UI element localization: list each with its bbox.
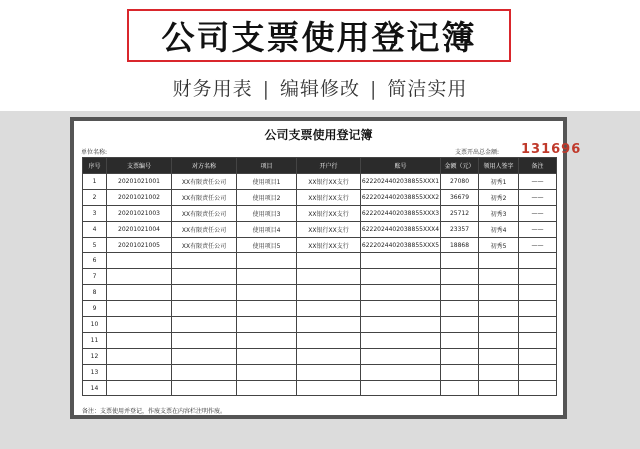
table-cell: XX银行XX支行 (297, 174, 361, 190)
table-row (83, 189, 557, 205)
table-cell (441, 301, 479, 317)
subtitle (0, 74, 640, 100)
table-cell: XX银行XX支行 (297, 205, 361, 221)
table-cell (479, 301, 519, 317)
table-cell (297, 301, 361, 317)
table-cell (441, 285, 479, 301)
table-cell: 使用项目5 (237, 237, 297, 253)
table-cell: 8 (83, 285, 107, 301)
table-cell (237, 317, 297, 333)
column-header: 备注 (519, 158, 557, 174)
table-cell: 20201021004 (107, 221, 172, 237)
table-cell: XX有限责任公司 (172, 237, 237, 253)
column-header: 对方名称 (172, 158, 237, 174)
table-row (83, 269, 557, 285)
table-cell (237, 253, 297, 269)
table-cell: —— (519, 174, 557, 190)
table-cell: 2 (83, 189, 107, 205)
table-row (83, 301, 557, 317)
table-cell (479, 269, 519, 285)
table-cell (172, 380, 237, 396)
table-row (83, 237, 557, 253)
table-cell (519, 348, 557, 364)
table-cell (361, 317, 441, 333)
table-cell: 6222024402038855XXX1 (361, 174, 441, 190)
table-cell (237, 332, 297, 348)
table-cell (237, 380, 297, 396)
table-cell (297, 253, 361, 269)
table-row (83, 332, 557, 348)
table-cell: 20201021005 (107, 237, 172, 253)
table-cell (361, 332, 441, 348)
table-row (83, 285, 557, 301)
table-cell (107, 380, 172, 396)
subtitle-item: 编辑修改 (279, 78, 360, 100)
column-header: 序号 (83, 158, 107, 174)
table-cell (441, 269, 479, 285)
table-cell (479, 332, 519, 348)
table-cell: 5 (83, 237, 107, 253)
table-cell (441, 380, 479, 396)
table-cell: 4 (83, 221, 107, 237)
table-cell (107, 269, 172, 285)
table-cell: 使用项目3 (237, 205, 297, 221)
table-cell (519, 380, 557, 396)
table-row (83, 317, 557, 333)
table-cell (361, 285, 441, 301)
table-cell (479, 348, 519, 364)
table-cell (172, 364, 237, 380)
table-cell (479, 380, 519, 396)
table-cell: 18868 (441, 237, 479, 253)
table-cell: 使用项目4 (237, 221, 297, 237)
table-row (83, 364, 557, 380)
table-cell: 初秀5 (479, 237, 519, 253)
table-cell (237, 269, 297, 285)
table-body (83, 174, 557, 396)
table-cell (297, 285, 361, 301)
table-cell (519, 269, 557, 285)
table-cell: 1 (83, 174, 107, 190)
table-cell (479, 317, 519, 333)
table-cell (237, 301, 297, 317)
table-cell (237, 348, 297, 364)
table-cell (172, 332, 237, 348)
table-cell: 3 (83, 205, 107, 221)
table-cell (441, 332, 479, 348)
table-cell: XX有限责任公司 (172, 205, 237, 221)
table-cell: 6222024402038855XXX3 (361, 205, 441, 221)
table-cell: 25712 (441, 205, 479, 221)
table-cell (107, 332, 172, 348)
table-cell: XX银行XX支行 (297, 221, 361, 237)
table-cell: 23357 (441, 221, 479, 237)
total-amount-value: 131696 (521, 142, 582, 157)
table-cell: 7 (83, 269, 107, 285)
table-cell: 6222024402038855XXX4 (361, 221, 441, 237)
table-cell: 20201021002 (107, 189, 172, 205)
table-cell: —— (519, 205, 557, 221)
table-cell (519, 332, 557, 348)
subtitle-item: 财务用表 (172, 78, 253, 100)
banner-title: 公司支票使用登记簿 (127, 9, 511, 62)
subtitle-item: 简洁实用 (387, 78, 468, 100)
table-cell: XX有限责任公司 (172, 174, 237, 190)
footnote: 备注：支票使用并登记，作废支票在内容栏注明作废。 (82, 408, 227, 415)
column-header: 支票编号 (107, 158, 172, 174)
table-cell (361, 348, 441, 364)
table-cell: 13 (83, 364, 107, 380)
column-header: 领用人签字 (479, 158, 519, 174)
table-row (83, 205, 557, 221)
table-cell: 9 (83, 301, 107, 317)
table-cell: 使用项目1 (237, 174, 297, 190)
table-cell (361, 269, 441, 285)
table-row (83, 380, 557, 396)
table-cell (107, 317, 172, 333)
table-cell (297, 348, 361, 364)
unit-name-label: 单位名称: (81, 149, 108, 156)
table-cell (361, 301, 441, 317)
total-amount-label: 支票开出总金额: (455, 149, 500, 156)
table-cell: 初秀3 (479, 205, 519, 221)
table-row (83, 348, 557, 364)
table-cell: 6 (83, 253, 107, 269)
table-header-row (83, 158, 557, 174)
table-cell: 11 (83, 332, 107, 348)
table-cell (172, 253, 237, 269)
table-row (83, 174, 557, 190)
table-cell: XX有限责任公司 (172, 221, 237, 237)
table-cell (297, 332, 361, 348)
table-cell: 6222024402038855XXX5 (361, 237, 441, 253)
table-cell (107, 348, 172, 364)
table-cell (519, 253, 557, 269)
table-cell (297, 317, 361, 333)
table-cell (361, 364, 441, 380)
table-cell: 初秀1 (479, 174, 519, 190)
table-cell: 初秀2 (479, 189, 519, 205)
table-cell (172, 301, 237, 317)
table-cell: 20201021003 (107, 205, 172, 221)
column-header: 金额（元） (441, 158, 479, 174)
table-cell: XX银行XX支行 (297, 237, 361, 253)
spreadsheet-preview (70, 117, 582, 419)
table-row (83, 221, 557, 237)
table-cell (107, 285, 172, 301)
table-cell (479, 253, 519, 269)
table-cell (297, 380, 361, 396)
table-cell (441, 253, 479, 269)
table-cell (107, 253, 172, 269)
column-header: 账号 (361, 158, 441, 174)
table-cell (107, 301, 172, 317)
table-cell (297, 269, 361, 285)
column-header: 开户行 (297, 158, 361, 174)
table-cell (479, 364, 519, 380)
table-cell (107, 364, 172, 380)
table-cell (237, 285, 297, 301)
table-cell: —— (519, 237, 557, 253)
table-cell (441, 317, 479, 333)
table-cell: 使用项目2 (237, 189, 297, 205)
table-cell (361, 380, 441, 396)
table-cell: 27080 (441, 174, 479, 190)
table-cell: XX银行XX支行 (297, 189, 361, 205)
subtitle-separator: | (262, 78, 270, 100)
table-cell (172, 317, 237, 333)
table-cell: 20201021001 (107, 174, 172, 190)
table-cell (519, 317, 557, 333)
subtitle-separator: | (370, 78, 378, 100)
table-cell (519, 301, 557, 317)
table-cell (361, 253, 441, 269)
table-cell: 36679 (441, 189, 479, 205)
table-cell: 10 (83, 317, 107, 333)
cheque-register-table (82, 157, 557, 396)
table-cell (479, 285, 519, 301)
table-cell: 初秀4 (479, 221, 519, 237)
table-cell: 14 (83, 380, 107, 396)
table-cell: —— (519, 189, 557, 205)
table-row (83, 253, 557, 269)
table-cell (172, 269, 237, 285)
table-cell (519, 285, 557, 301)
table-cell (172, 285, 237, 301)
table-cell (297, 364, 361, 380)
table-cell: —— (519, 221, 557, 237)
sheet-title: 公司支票使用登记簿 (264, 128, 373, 142)
table-cell: XX有限责任公司 (172, 189, 237, 205)
column-header: 项目 (237, 158, 297, 174)
table-cell (519, 364, 557, 380)
table-cell (172, 348, 237, 364)
table-cell (441, 364, 479, 380)
table-cell (237, 364, 297, 380)
table-cell (441, 348, 479, 364)
table-cell: 6222024402038855XXX2 (361, 189, 441, 205)
table-cell: 12 (83, 348, 107, 364)
